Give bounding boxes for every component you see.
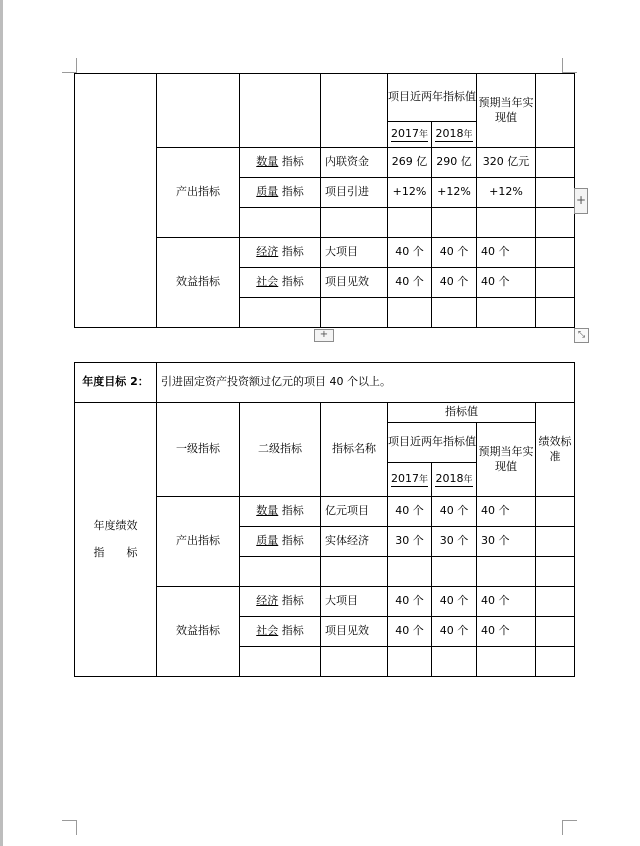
indicator-name-header: 指标名称	[321, 403, 388, 497]
perf-label-cell	[75, 74, 157, 328]
benefit-indicator-label: 效益指标	[157, 238, 240, 328]
indicator-name: 实体经济	[321, 527, 388, 557]
performance-table-2	[74, 362, 575, 677]
value-2017: 40 个	[388, 617, 432, 647]
recent-two-years-header: 项目近两年指标值	[388, 74, 477, 122]
value-2017: 269 亿	[388, 148, 432, 178]
value-expected: 40 个	[477, 587, 536, 617]
value-2018: 30 个	[432, 527, 477, 557]
value-expected: 40 个	[477, 268, 536, 298]
performance-standard-header: 绩效标准	[536, 403, 575, 497]
indicator-name: 亿元项目	[321, 497, 388, 527]
performance-table-1	[74, 73, 575, 328]
expected-value-header: 预期当年实现值	[477, 423, 536, 497]
annual-performance-label: 年度绩效 指 标	[75, 403, 157, 677]
page-corner-mark	[62, 820, 77, 835]
value-2018: +12%	[432, 178, 477, 208]
annual-goal-text: 引进固定资产投资额过亿元的项目 40 个以上。	[157, 363, 575, 403]
indicator-name: 内联资金	[321, 148, 388, 178]
value-2017: 40 个	[388, 497, 432, 527]
secondary-indicator: 经济 指标	[240, 587, 321, 617]
page-corner-mark	[562, 58, 577, 73]
secondary-indicator: 社会 指标	[240, 268, 321, 298]
secondary-indicator: 质量 指标	[240, 178, 321, 208]
value-expected: 40 个	[477, 617, 536, 647]
expected-value-header: 预期当年实现值	[477, 74, 536, 148]
benefit-indicator-label: 效益指标	[157, 587, 240, 677]
table-resize-handle[interactable]: ⤡	[574, 328, 589, 343]
value-expected: 40 个	[477, 238, 536, 268]
add-column-button[interactable]: +	[574, 188, 588, 214]
value-2017: +12%	[388, 178, 432, 208]
value-expected: +12%	[477, 178, 536, 208]
value-2017: 40 个	[388, 268, 432, 298]
year-2018-header: 2018年	[432, 122, 477, 148]
page-corner-mark	[562, 820, 577, 835]
secondary-indicator: 经济 指标	[240, 238, 321, 268]
value-2017: 40 个	[388, 238, 432, 268]
value-2018: 40 个	[432, 587, 477, 617]
level2-header: 二级指标	[240, 403, 321, 497]
year-2017-header: 2017年	[388, 463, 432, 497]
secondary-indicator: 数量 指标	[240, 497, 321, 527]
indicator-name: 大项目	[321, 238, 388, 268]
recent-two-years-header: 项目近两年指标值	[388, 423, 477, 463]
left-edge-strip	[0, 0, 3, 846]
indicator-name: 项目引进	[321, 178, 388, 208]
value-expected: 40 个	[477, 497, 536, 527]
value-2018: 40 个	[432, 617, 477, 647]
secondary-indicator: 社会 指标	[240, 617, 321, 647]
output-indicator-label: 产出指标	[157, 148, 240, 238]
output-indicator-label: 产出指标	[157, 497, 240, 587]
indicator-name: 项目见效	[321, 617, 388, 647]
value-2017: 30 个	[388, 527, 432, 557]
value-expected: 30 个	[477, 527, 536, 557]
value-2018: 40 个	[432, 238, 477, 268]
page-corner-mark	[62, 58, 77, 73]
add-row-button[interactable]: +	[314, 329, 334, 342]
year-2017-header: 2017年	[388, 122, 432, 148]
value-2017: 40 个	[388, 587, 432, 617]
secondary-indicator: 质量 指标	[240, 527, 321, 557]
indicator-name: 项目见效	[321, 268, 388, 298]
level1-header: 一级指标	[157, 403, 240, 497]
year-2018-header: 2018年	[432, 463, 477, 497]
value-2018: 40 个	[432, 497, 477, 527]
value-2018: 40 个	[432, 268, 477, 298]
value-2018: 290 亿	[432, 148, 477, 178]
indicator-value-header: 指标值	[388, 403, 536, 423]
value-expected: 320 亿元	[477, 148, 536, 178]
secondary-indicator: 数量 指标	[240, 148, 321, 178]
indicator-name: 大项目	[321, 587, 388, 617]
annual-goal-label: 年度目标 2：	[75, 363, 157, 403]
